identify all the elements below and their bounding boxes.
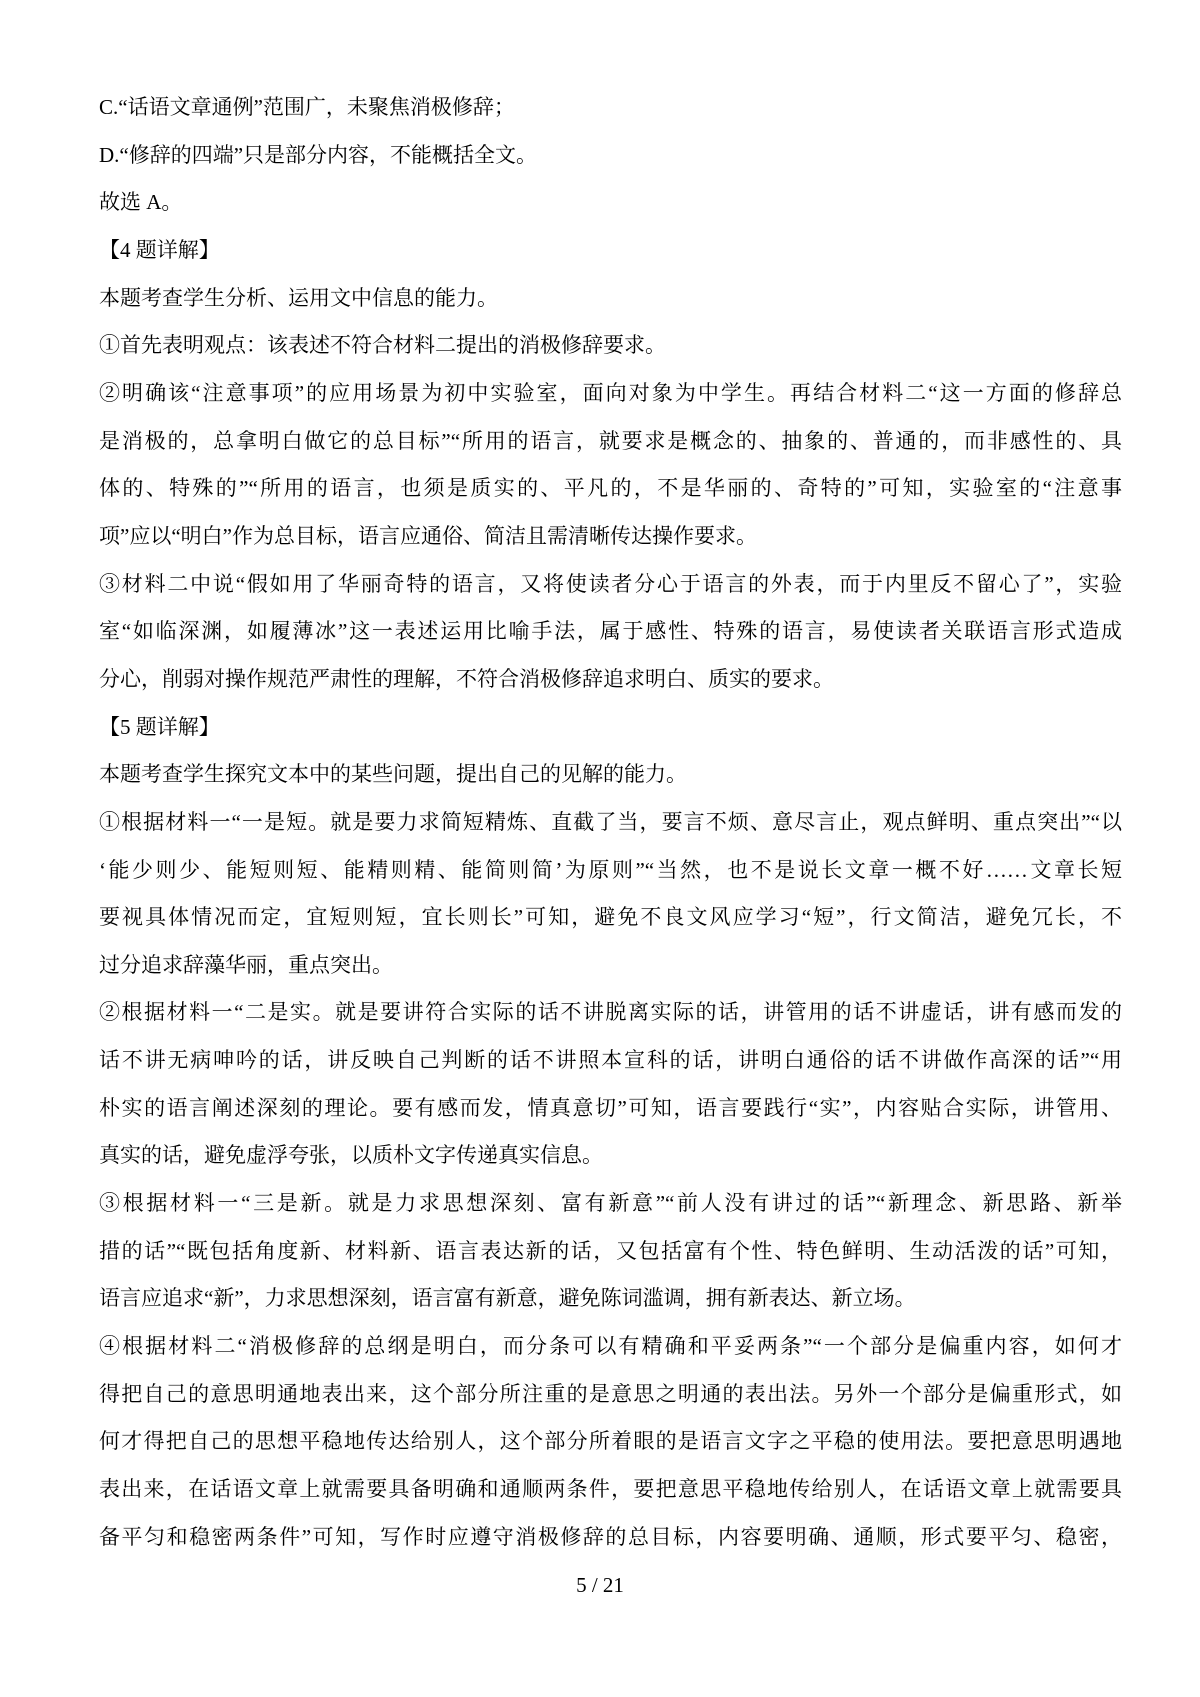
text-line: ④根据材料二“消极修辞的总纲是明白，而分条可以有精确和平妥两条”“一个部分是偏重内容，如何才 [99, 1334, 1122, 1359]
text-line: ③根据材料一“三是新。就是力求思想深刻、富有新意”“前人没有讲过的话”“新理念、新思路、新举 [99, 1191, 1122, 1216]
text-line: 室“如临深渊，如履薄冰”这一表述运用比喻手法，属于感性、特殊的语言，易使读者关联语言形式造成 [99, 619, 1122, 644]
text-line: 语言应追求“新”，力求思想深刻，语言富有新意，避免陈词滥调，拥有新表达、新立场。 [99, 1286, 916, 1311]
text-line: 体的、特殊的”“所用的语言，也须是质实的、平凡的，不是华丽的、奇特的”可知，实验室的“注意事 [99, 476, 1122, 501]
text-line: ②明确该“注意事项”的应用场景为初中实验室，面向对象为中学生。再结合材料二“这一方面的修辞总 [99, 380, 1122, 405]
text-line: 措的话”“既包括角度新、材料新、语言表达新的话，又包括富有个性、特色鲜明、生动活泼的话”可知， [99, 1238, 1122, 1263]
text-line: 得把自己的意思明通地表出来，这个部分所注重的是意思之明通的表出法。另外一个部分是偏重形式，如 [99, 1381, 1122, 1406]
text-line: C.“话语文章通例”范围广，未聚焦消极修辞； [99, 95, 515, 119]
text-line: ‘能少则少、能短则短、能精则精、能简则简’为原则”“当然，也不是说长文章一概不好……文章长短 [99, 857, 1122, 882]
text-line: 【4 题详解】 [99, 237, 220, 262]
text-line: D.“修辞的四端”只是部分内容，不能概括全文。 [99, 142, 538, 167]
text-line: 备平匀和稳密两条件”可知，写作时应遵守消极修辞的总目标，内容要明确、通顺，形式要平匀、稳密， [99, 1524, 1122, 1549]
page-number: 5 / 21 [576, 1573, 624, 1597]
text-line: ①根据材料一“一是短。就是要力求简短精炼、直截了当，要言不烦、意尽言止，观点鲜明、重点突出”“以 [99, 809, 1122, 834]
text-line: 是消极的，总拿明白做它的总目标”“所用的语言，就要求是概念的、抽象的、普通的，而非感性的、具 [99, 428, 1122, 453]
text-line: 何才得把自己的思想平稳地传达给别人，这个部分所着眼的是语言文字之平稳的使用法。要把意思明遇地 [99, 1429, 1122, 1454]
text-line: ②根据材料一“二是实。就是要讲符合实际的话不讲脱离实际的话，讲管用的话不讲虚话，讲有感而发的 [99, 1000, 1122, 1025]
text-line: ①首先表明观点：该表述不符合材料二提出的消极修辞要求。 [99, 333, 666, 358]
text-line: 项”应以“明白”作为总目标，语言应通俗、简洁且需清晰传达操作要求。 [99, 523, 757, 548]
text-line: 话不讲无病呻吟的话，讲反映自己判断的话不讲照本宣科的话，讲明白通俗的话不讲做作高深的话”“用 [99, 1048, 1122, 1073]
text-line: 真实的话，避免虚浮夸张，以质朴文字传递真实信息。 [99, 1143, 603, 1168]
text-line: 本题考查学生分析、运用文中信息的能力。 [99, 285, 498, 310]
document-body [99, 84, 1122, 1561]
text-line: 分心，削弱对操作规范严肃性的理解，不符合消极修辞追求明白、质实的要求。 [99, 666, 834, 691]
text-line: 朴实的语言阐述深刻的理论。要有感而发，情真意切”可知，语言要践行“实”，内容贴合实际，讲管用、 [99, 1095, 1122, 1120]
text-line: 本题考查学生探究文本中的某些问题，提出自己的见解的能力。 [99, 762, 687, 787]
text-line: 故选 A。 [99, 190, 183, 215]
text-line: 过分追求辞藻华丽，重点突出。 [99, 952, 393, 977]
text-line: 表出来，在话语文章上就需要具备明确和通顺两条件，要把意思平稳地传给别人，在话语文章上就需要具 [99, 1477, 1122, 1502]
text-line: 要视具体情况而定，宜短则短，宜长则长”可知，避免不良文风应学习“短”，行文简洁，避免冗长，不 [99, 905, 1122, 930]
text-line: ③材料二中说“假如用了华丽奇特的语言，又将使读者分心于语言的外表，而于内里反不留心了”，实验 [99, 571, 1122, 596]
text-line: 【5 题详解】 [99, 714, 220, 739]
